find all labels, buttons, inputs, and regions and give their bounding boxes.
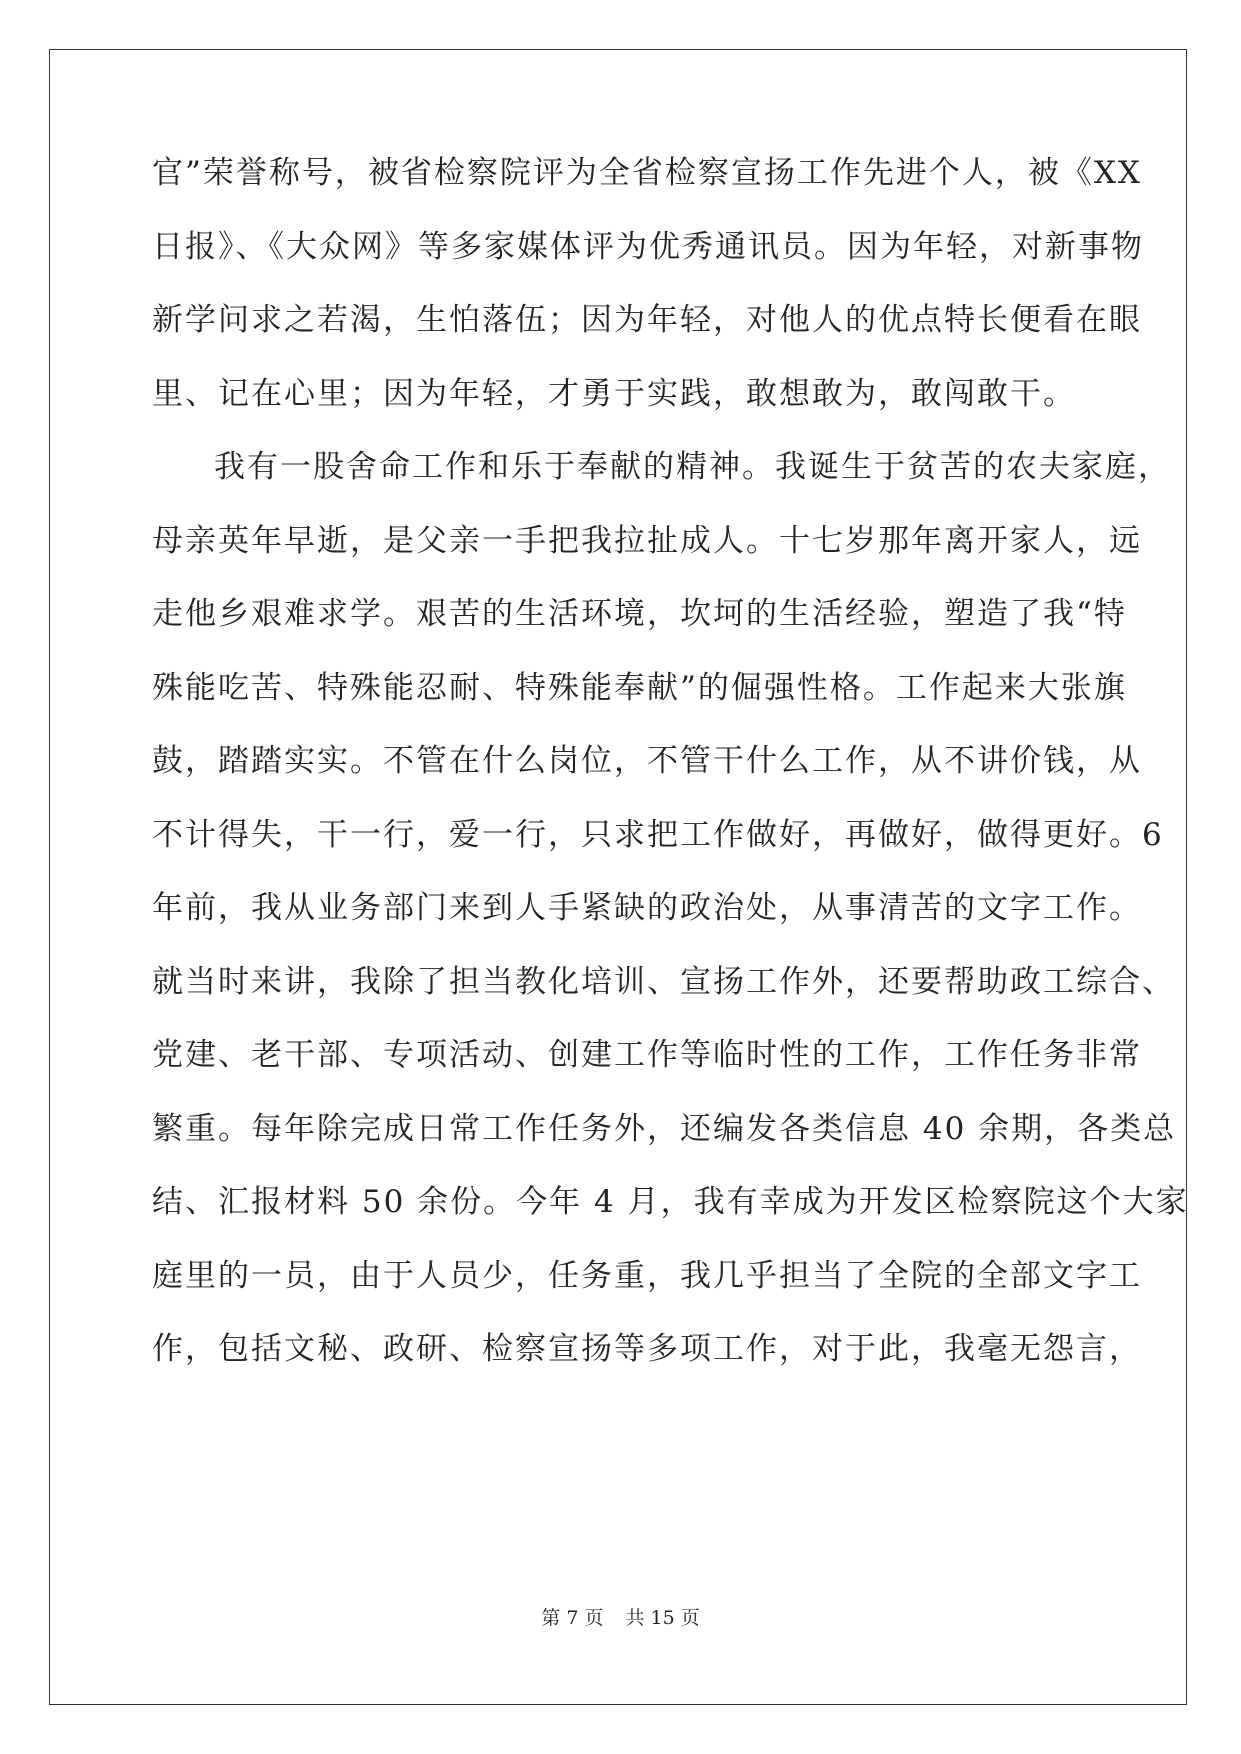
text-line: 日报》、《大众网》等多家媒体评为优秀通讯员。因为年轻，对新事物 bbox=[152, 229, 1144, 265]
page-total: 共 15 页 bbox=[625, 1607, 700, 1629]
text-line: 年前，我从业务部门来到人手紧缺的政治处，从事清苦的文字工作。 bbox=[152, 890, 1142, 926]
paragraph-start-line: 我有一股舍命工作和乐于奉献的精神。我诞生于贫苦的农夫家庭， bbox=[214, 449, 1171, 485]
text-line: 不计得失，干一行，爱一行，只求把工作做好，再做好，做得更好。6 bbox=[152, 817, 1164, 853]
text-line: 作，包括文秘、政研、检察宣扬等多项工作，对于此，我毫无怨言， bbox=[152, 1331, 1142, 1367]
text-line: 走他乡艰难求学。艰苦的生活环境，坎坷的生活经验，塑造了我“特 bbox=[152, 596, 1127, 632]
text-line: 里、记在心里；因为年轻，才勇于实践，敢想敢为，敢闯敢干。 bbox=[152, 376, 1076, 412]
text-line: 繁重。每年除完成日常工作任务外，还编发各类信息 40 余期，各类总 bbox=[152, 1111, 1177, 1147]
page-footer bbox=[0, 1606, 1241, 1630]
text-line: 庭里的一员，由于人员少，任务重，我几乎担当了全院的全部文字工 bbox=[152, 1258, 1142, 1294]
text-line: 党建、老干部、专项活动、创建工作等临时性的工作，工作任务非常 bbox=[152, 1037, 1142, 1073]
text-line: 殊能吃苦、特殊能忍耐、特殊能奉献”的倔强性格。工作起来大张旗 bbox=[152, 670, 1127, 706]
page-border bbox=[49, 49, 1187, 1705]
page-number: 第 7 页 bbox=[541, 1607, 604, 1629]
text-line: 鼓，踏踏实实。不管在什么岗位，不管干什么工作，从不讲价钱，从 bbox=[152, 743, 1142, 779]
text-line: 母亲英年早逝，是父亲一手把我拉扯成人。十七岁那年离开家人，远 bbox=[152, 523, 1142, 559]
text-line: 新学问求之若渴，生怕落伍；因为年轻，对他人的优点特长便看在眼 bbox=[152, 302, 1142, 338]
text-line: 就当时来讲，我除了担当教化培训、宣扬工作外，还要帮助政工综合、 bbox=[152, 964, 1175, 1000]
text-line: 官”荣誉称号，被省检察院评为全省检察宣扬工作先进个人，被《XX bbox=[152, 155, 1142, 191]
text-line: 结、汇报材料 50 余份。今年 4 月，我有幸成为开发区检察院这个大家 bbox=[152, 1184, 1189, 1220]
